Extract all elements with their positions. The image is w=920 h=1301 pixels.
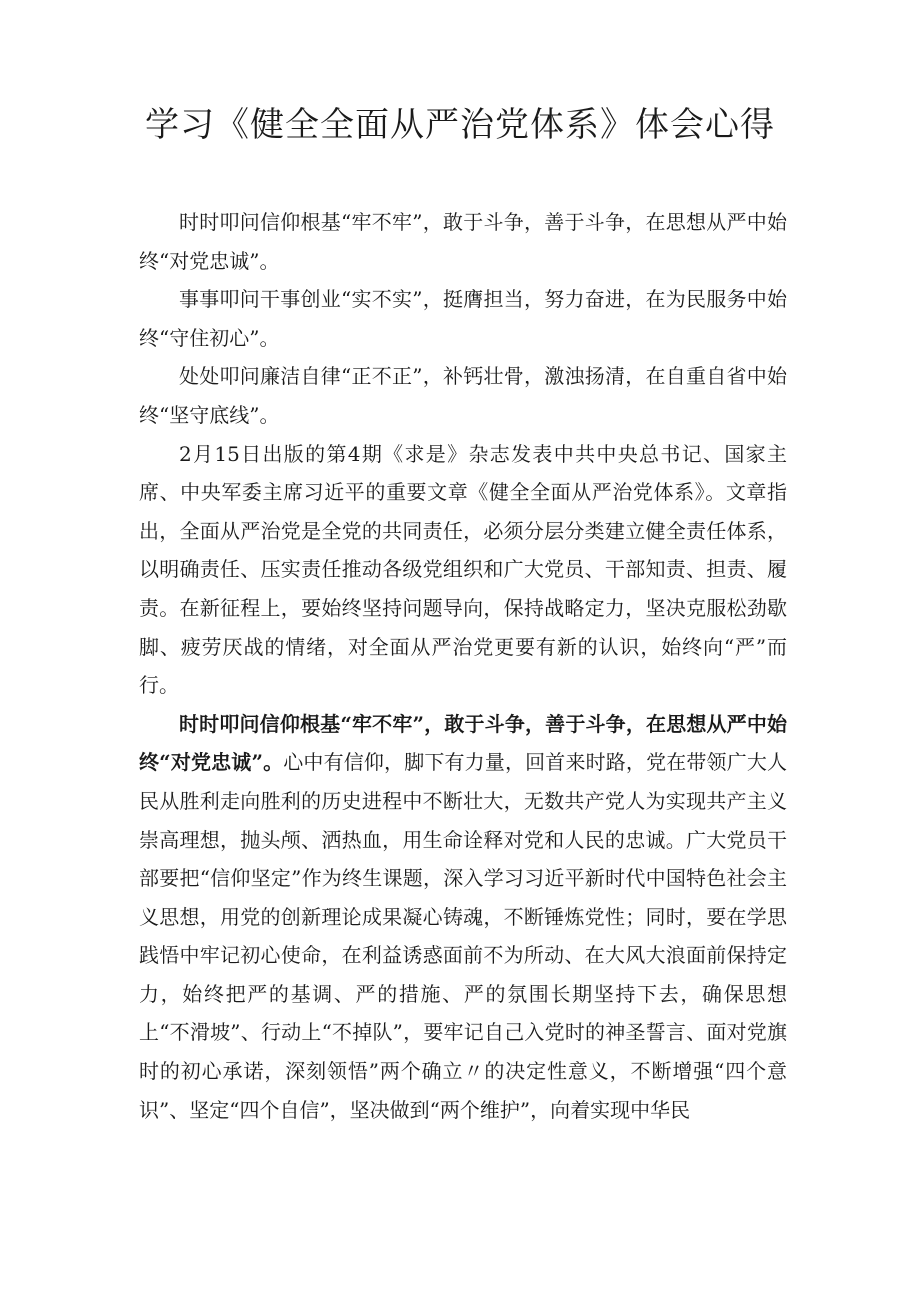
paragraph-lead-bold: 时时叩问信仰根基“牢不牢”，敢于斗争，善于斗争，在思想从严中始终“对党忠诚”。: [139, 711, 787, 775]
paragraph-5: [139, 705, 787, 1130]
document-title: 学习《健全全面从严治党体系》体会心得: [145, 105, 775, 145]
document-body: [139, 203, 787, 1129]
paragraph-3: [139, 357, 787, 434]
paragraph-text: 时时叩问信仰根基“牢不牢”，敢于斗争，善于斗争，在思想从严中始终“对党忠诚”。: [139, 210, 787, 273]
paragraph-2: [139, 280, 787, 357]
paragraph-text: 事事叩问干事创业“实不实”，挺膺担当，努力奋进，在为民服务中始终“守住初心”。: [139, 287, 787, 350]
paragraph-text: 处处叩问廉洁自律“正不正”，补钙壮骨，激浊扬清，在自重自省中始终“坚守底线”。: [139, 364, 787, 427]
paragraph-4: [139, 435, 787, 705]
paragraph-1: [139, 203, 787, 280]
paragraph-text: 心中有信仰，脚下有力量，回首来时路，党在带领广大人民从胜利走向胜利的历史进程中不断壮大，无数共产党人为实现共产主义崇高理想，抛头颅、洒热血，用生命诠释对党和人民的忠诚。广大党员干部要把“信仰坚定”作为终生课题，深入学习习近平新时代中国特色社会主义思想，用党的创新理论成果凝心铸魂，不断锤炼党性；同时，要在学思践悟中牢记初心使命，在利益诱惑面前不为所动、在大风大浪面前保持定力，始终把严的基调、严的措施、严的氛围长期坚持下去，确保思想上“不滑坡”、行动上“不掉队”，要牢记自己入党时的神圣誓言、面对党旗时的初心承诺，深刻领悟”两个确立〃的决定性意义，不断增强“四个意识”、坚定“四个自信”，坚决做到“两个维护”，向着实现中华民: [139, 750, 788, 1122]
paragraph-text: 2月15日出版的第4期《求是》杂志发表中共中央总书记、国家主席、中央军委主席习近平的重要文章《健全全面从严治党体系》。文章指出，全面从严治党是全党的共同责任，必须分层分类建立健全责任体系，以明确责任、压实责任推动各级党组织和广大党员、干部知责、担责、履责。在新征程上，要始终坚持问题导向，保持战略定力，坚决克服松劲歇脚、疲劳厌战的情绪，对全面从严治党更要有新的认识，始终向“严”而行。: [139, 441, 787, 698]
